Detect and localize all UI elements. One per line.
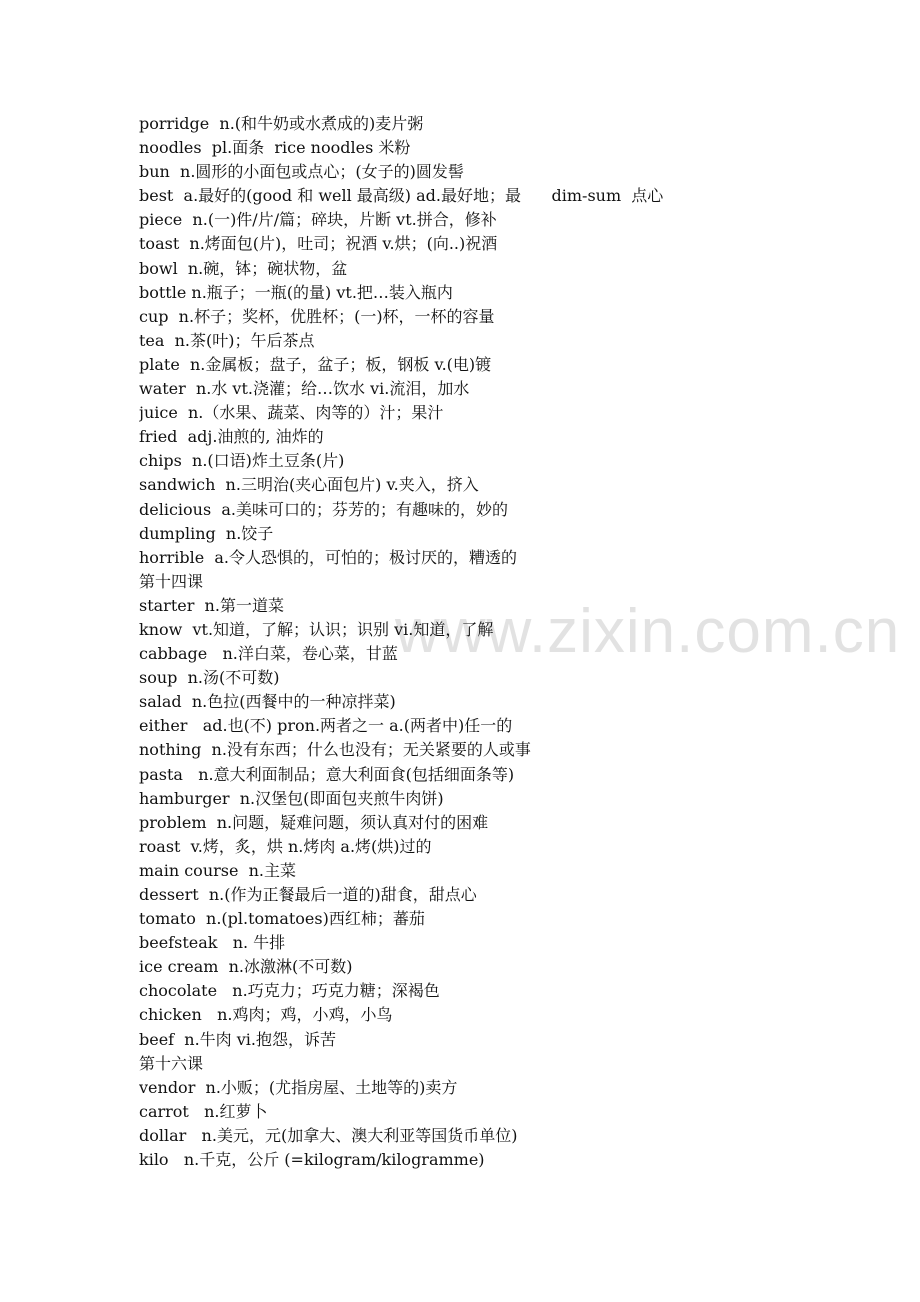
vocabulary-line: bun n.圆形的小面包或点心；(女子的)圆发髻 (139, 162, 464, 182)
vocabulary-line: problem n.问题，疑难问题，须认真对付的困难 (139, 812, 489, 832)
vocabulary-line: best a.最好的(good 和 well 最高级) ad.最好地；最 dim-sum 点心 (139, 186, 664, 206)
vocabulary-line: beefsteak n. 牛排 (139, 933, 286, 953)
vocabulary-line: salad n.色拉(西餐中的一种凉拌菜) (139, 692, 396, 712)
vocabulary-line: delicious a.美味可口的；芬芳的；有趣味的，妙的 (139, 499, 508, 519)
vocabulary-line: bottle n.瓶子；一瓶(的量) vt.把…装入瓶内 (139, 282, 453, 302)
vocabulary-line: toast n.烤面包(片)，吐司；祝酒 v.烘；(向..)祝酒 (139, 234, 498, 254)
vocabulary-line: tomato n.(pl.tomatoes)西红柿；蕃茄 (139, 909, 425, 929)
watermark: www.zixin.com.cn (395, 597, 901, 666)
vocabulary-line: cabbage n.洋白菜，卷心菜，甘蓝 (139, 644, 398, 664)
vocabulary-line: soup n.汤(不可数) (139, 668, 280, 688)
vocabulary-line: cup n.杯子；奖杯，优胜杯；(一)杯，一杯的容量 (139, 306, 495, 326)
vocabulary-line: tea n.茶(叶)；午后茶点 (139, 330, 315, 350)
vocabulary-line: water n.水 vt.浇灌；给…饮水 vi.流泪，加水 (139, 379, 470, 399)
vocabulary-line: plate n.金属板；盘子，盆子；板，钢板 v.(电)镀 (139, 354, 492, 374)
vocabulary-line: porridge n.(和牛奶或水煮成的)麦片粥 (139, 114, 424, 133)
vocabulary-line: know vt.知道，了解；认识；识别 vi.知道，了解 (139, 619, 494, 639)
vocabulary-line: roast v.烤，炙，烘 n.烤肉 a.烤(烘)过的 (139, 836, 432, 856)
vocabulary-line: juice n.（水果、蔬菜、肉等的）汁；果汁 (139, 403, 444, 423)
vocabulary-line: carrot n.红萝卜 (139, 1101, 268, 1121)
vocabulary-line: dollar n.美元，元(加拿大、澳大利亚等国货币单位) (139, 1125, 518, 1145)
vocabulary-line: piece n.(一)件/片/篇；碎块，片断 vt.拼合，修补 (139, 210, 497, 230)
vocabulary-line: starter n.第一道菜 (139, 595, 284, 615)
vocabulary-line: pasta n.意大利面制品；意大利面食(包括细面条等) (139, 764, 515, 784)
vocabulary-line: chips n.(口语)炸土豆条(片) (139, 451, 345, 471)
vocabulary-line: 第十六课 (139, 1053, 204, 1073)
vocabulary-line: kilo n.千克，公斤 (=kilogram/kilogramme) (139, 1150, 485, 1170)
vocabulary-line: beef n.牛肉 vi.抱怨，诉苦 (139, 1029, 336, 1049)
vocabulary-line: bowl n.碗，钵；碗状物，盆 (139, 258, 348, 278)
vocabulary-line: dumpling n.饺子 (139, 523, 274, 543)
vocabulary-line: chicken n.鸡肉；鸡，小鸡，小鸟 (139, 1005, 393, 1025)
vocabulary-list (139, 112, 859, 1172)
vocabulary-line: either ad.也(不) pron.两者之一 a.(两者中)任一的 (139, 716, 513, 736)
vocabulary-line: nothing n.没有东西；什么也没有；无关紧要的人或事 (139, 740, 531, 760)
vocabulary-line: chocolate n.巧克力；巧克力糖；深褐色 (139, 981, 440, 1001)
vocabulary-line: 第十四课 (139, 571, 204, 591)
vocabulary-line: hamburger n.汉堡包(即面包夹煎牛肉饼) (139, 788, 444, 808)
vocabulary-line: noodles pl.面条 rice noodles 米粉 (139, 138, 411, 158)
vocabulary-line: vendor n.小贩；(尤指房屋、土地等的)卖方 (139, 1077, 458, 1097)
vocabulary-line: sandwich n.三明治(夹心面包片) v.夹入，挤入 (139, 475, 479, 495)
vocabulary-line: dessert n.(作为正餐最后一道的)甜食，甜点心 (139, 885, 477, 904)
vocabulary-line: fried adj.油煎的, 油炸的 (139, 427, 324, 447)
vocabulary-line: horrible a.令人恐惧的，可怕的；极讨厌的，糟透的 (139, 547, 517, 567)
vocabulary-line: main course n.主菜 (139, 860, 297, 880)
vocabulary-line: ice cream n.冰激淋(不可数) (139, 957, 353, 977)
